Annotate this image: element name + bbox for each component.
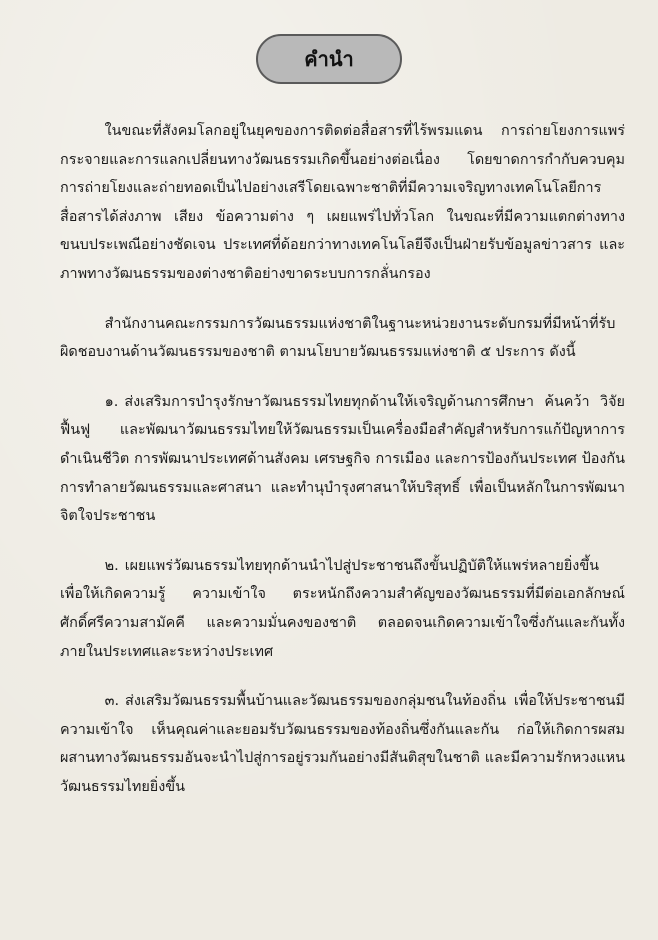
policy-item-number: ๒. <box>104 557 119 574</box>
policy-item <box>60 388 625 531</box>
body-text <box>60 117 625 801</box>
policy-item-text: ส่งเสริมวัฒนธรรมพื้นบ้านและวัฒนธรรมของกลุ่มชนในท้องถิ่น เพื่อให้ประชาชนมีความเข้าใจ เห็นคุณค่าและยอมรับวัฒนธรรมของท้องถิ่นซึ่งกันและกัน ก่อให้เกิดการผสมผสานทางวัฒนธรรมอันจะนำไปสู่การอยู่รวมกันอย่างมีสันติสุขในชาติ และมีความรักหวงแหนวัฒนธรรมไทยยิ่งขึ้น <box>60 693 625 795</box>
policy-item <box>60 552 625 666</box>
policy-item-number: ๓. <box>104 693 120 710</box>
policy-item-text: ส่งเสริมการบำรุงรักษาวัฒนธรรมไทยทุกด้านให้เจริญด้านการศึกษา ค้นคว้า วิจัย ฟื้นฟู และพัฒนาวัฒนธรรมไทยให้วัฒนธรรมเป็นเครื่องมือสำคัญสำหรับการแก้ปัญหาการดำเนินชีวิต การพัฒนาประเทศด้านสังคม เศรษฐกิจ การเมือง และการป้องกันประเทศ ป้องกันการทำลายวัฒนธรรมและศาสนา และทำนุบำรุงศาสนาให้บริสุทธิ์ เพื่อเป็นหลักในการพัฒนาจิตใจประชาชน <box>60 393 625 525</box>
page-title: คำนำ <box>256 34 402 84</box>
policy-item <box>60 687 625 801</box>
office-paragraph: สำนักงานคณะกรรมการวัฒนธรรมแห่งชาติในฐานะหน่วยงานระดับกรมที่มีหน้าที่รับผิดชอบงานด้านวัฒนธรรมของชาติ ตามนโยบายวัฒนธรรมแห่งชาติ ๕ ประการ ดังนี้ <box>60 315 616 361</box>
intro-paragraph: ในขณะที่สังคมโลกอยู่ในยุคของการติดต่อสื่อสารที่ไร้พรมแดน การถ่ายโยงการแพร่กระจายและการแลกเปลี่ยนทางวัฒนธรรมเกิดขึ้นอย่างต่อเนื่อง โดยขาดการกำกับควบคุม การถ่ายโยงและถ่ายทอดเป็นไปอย่างเสรีโดยเฉพาะชาติที่มีความเจริญทางเทคโนโลยีการสื่อสารได้ส่งภาพ เสียง ข้อความต่าง ๆ เผยแพร่ไปทั่วโลก ในขณะที่มีความแตกต่างทางขนบประเพณีอย่างชัดเจน ประเทศที่ด้อยกว่าทางเทคโนโลยีจึงเป็นฝ่ายรับข้อมูลข่าวสาร และภาพทางวัฒนธรรมของต่างชาติอย่างขาดระบบการกลั่นกรอง <box>60 123 625 282</box>
policy-item-text: เผยแพร่วัฒนธรรมไทยทุกด้านนำไปสู่ประชาชนถึงขั้นปฏิบัติให้แพร่หลายยิ่งขึ้น เพื่อให้เกิดความรู้ ความเข้าใจ ตระหนักถึงความสำคัญของวัฒนธรรมที่มีต่อเอกลักษณ์ ศักดิ์ศรีความสามัคคี และความมั่นคงของชาติ ตลอดจนเกิดความเข้าใจซึ่งกันและกันทั้งภายในประเทศและระหว่างประเทศ <box>60 557 625 660</box>
policy-item-number: ๑. <box>104 393 119 410</box>
